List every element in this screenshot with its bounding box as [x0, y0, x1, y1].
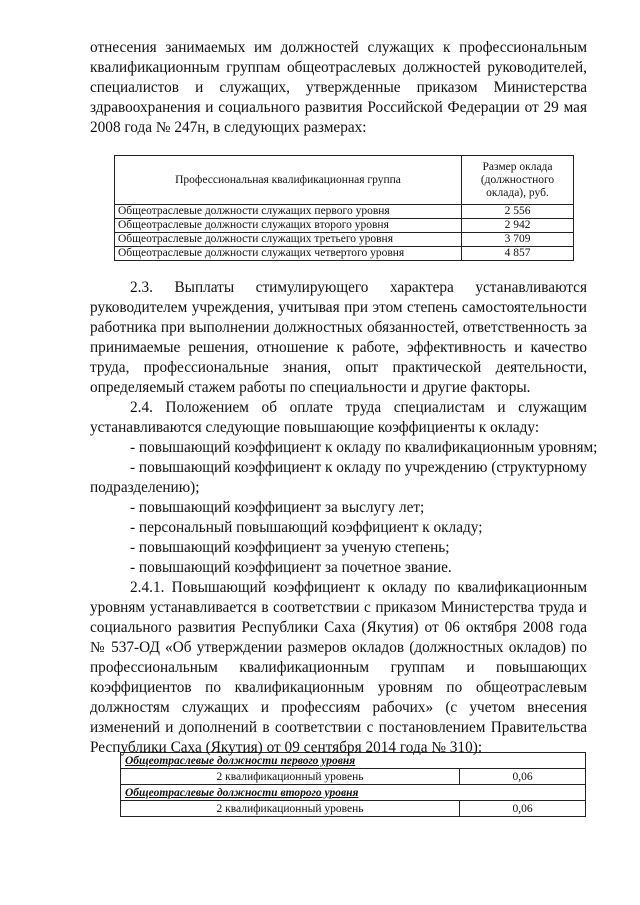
level-cell: 2 квалификационный уровень	[121, 769, 460, 785]
table-row	[121, 769, 586, 785]
table-row	[115, 233, 574, 247]
header-salary-line: Размер оклада	[482, 160, 553, 173]
text-line: № 537-ОД «Об утверждении размеров окладов (должностных окладов) по	[90, 639, 587, 656]
text-line: Республики Саха (Якутия) от 09 сентября 2014 года № 310):	[90, 739, 483, 756]
text-line: квалификационным группам общеотраслевых должностей руководителей,	[90, 59, 587, 76]
group-title: Общеотраслевые должности первого уровня	[121, 753, 586, 769]
row-group: Общеотраслевые должности служащих второго уровня	[115, 219, 462, 233]
text-line: отнесения занимаемых им должностей служащих к профессиональным	[90, 39, 587, 56]
header-group: Профессиональная квалификационная группа	[115, 156, 462, 205]
row-group: Общеотраслевые должности служащих третьего уровня	[115, 233, 462, 247]
text-line: здравоохранения и социального развития Российской Федерации от 29 мая	[90, 99, 587, 116]
table-row	[115, 219, 574, 233]
row-salary: 3 709	[462, 233, 574, 247]
text-line: профессиональным квалификационным группам и повышающих	[90, 659, 587, 676]
coefficient-cell: 0,06	[460, 769, 586, 785]
list-item: - повышающий коэффициент за ученую степень;	[130, 539, 450, 556]
header-salary-line: (должностного	[480, 173, 555, 186]
row-salary: 4 857	[462, 247, 574, 261]
header-salary	[462, 156, 574, 205]
text-line: руководителем учреждения, учитывая при этом степень самостоятельности	[90, 299, 587, 316]
row-group: Общеотраслевые должности служащих четвертого уровня	[115, 247, 462, 261]
header-salary-line: оклада), руб.	[486, 186, 549, 199]
list-item: - повышающий коэффициент к окладу по квалификационным уровням;	[130, 439, 598, 456]
text-line: определяемый стажем работы по специальности и другие факторы.	[90, 379, 531, 396]
text-line: 2.4. Положением об оплате труда специалистам и служащим	[130, 399, 587, 416]
list-item: - повышающий коэффициент к окладу по учреждению (структурному	[130, 459, 587, 476]
text-line: специалистов и служащих, утвержденные приказом Министерства	[90, 79, 587, 96]
text-line: социального развития Республики Саха (Якутия) от 06 октября 2008 года	[90, 619, 587, 636]
list-item: - повышающий коэффициент за выслугу лет;	[130, 499, 425, 516]
table-header-row	[115, 156, 574, 205]
row-group: Общеотраслевые должности служащих первого уровня	[115, 205, 462, 219]
table-group-row	[121, 753, 586, 769]
table-row	[121, 801, 586, 817]
coefficient-cell: 0,06	[460, 801, 586, 817]
text-line: 2.3. Выплаты стимулирующего характера устанавливаются	[130, 279, 587, 296]
row-salary: 2 942	[462, 219, 574, 233]
table-row	[115, 205, 574, 219]
text-line: работника при выполнении должностных обязанностей, ответственность за	[90, 319, 587, 336]
text-line: уровням устанавливается в соответствии с приказом Министерства труда и	[90, 599, 587, 616]
salary-table	[114, 155, 574, 261]
list-item: - повышающий коэффициент за почетное звание.	[130, 559, 452, 576]
text-line: 2008 года № 247н, в следующих размерах:	[90, 119, 367, 136]
text-line: труда, профессиональные знания, опыт практической деятельности,	[90, 359, 587, 376]
group-title: Общеотраслевые должности второго уровня	[121, 785, 586, 801]
text-line: изменений и дополнений в соответствии с постановлением Правительства	[90, 719, 587, 736]
text-line: принимаемые решения, отношение к работе, эффективность и качество	[90, 339, 587, 356]
text-line: 2.4.1. Повышающий коэффициент к окладу по квалификационным	[130, 579, 587, 596]
level-cell: 2 квалификационный уровень	[121, 801, 460, 817]
text-line: устанавливаются следующие повышающие коэффициенты к окладу:	[90, 419, 540, 436]
list-item: подразделению);	[90, 479, 200, 496]
text-line: коэффициентов по квалификационным уровням по общеотраслевым	[90, 679, 587, 696]
coefficient-table	[120, 752, 586, 817]
text-line: должностям служащих и профессиям рабочих» (с учетом внесения	[90, 699, 587, 716]
table-row	[115, 247, 574, 261]
table-group-row	[121, 785, 586, 801]
list-item: - персональный повышающий коэффициент к окладу;	[130, 519, 483, 536]
row-salary: 2 556	[462, 205, 574, 219]
